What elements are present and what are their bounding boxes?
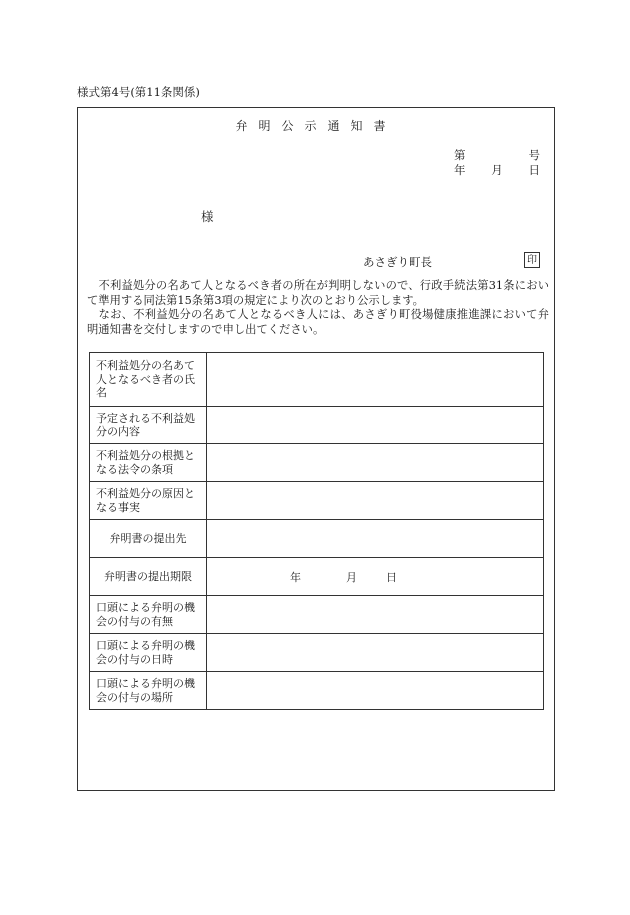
table-row bbox=[90, 520, 544, 558]
table-row bbox=[90, 482, 544, 520]
table-row bbox=[90, 407, 544, 444]
deadline-month: 月 bbox=[346, 570, 357, 584]
form-number-label: 様式第4号(第11条関係) bbox=[77, 85, 200, 99]
row-label: 弁明書の提出先 bbox=[90, 520, 207, 558]
row-label: 不利益処分の根拠となる法令の条項 bbox=[90, 444, 207, 482]
notice-paragraph-1: 不利益処分の名あて人となるべき者の所在が判明しないので、行政手続法第31条において準用する同法第15条第3項の規定により次のとおり公示します。 bbox=[87, 279, 549, 307]
row-label: 口頭による弁明の機会の付与の有無 bbox=[90, 596, 207, 634]
table-row bbox=[90, 672, 544, 710]
number-suffix: 号 bbox=[528, 148, 540, 162]
document-date-line bbox=[454, 162, 540, 178]
row-value bbox=[207, 520, 544, 558]
notice-details-table bbox=[89, 352, 544, 710]
row-value bbox=[207, 482, 544, 520]
row-value bbox=[207, 596, 544, 634]
table-row bbox=[90, 596, 544, 634]
row-value bbox=[207, 353, 544, 407]
row-label: 口頭による弁明の機会の付与の場所 bbox=[90, 672, 207, 710]
row-value bbox=[207, 634, 544, 672]
row-value bbox=[207, 444, 544, 482]
document-title: 弁明公示通知書 bbox=[235, 119, 397, 133]
row-value-date bbox=[207, 558, 544, 596]
number-prefix: 第 bbox=[454, 148, 466, 162]
row-label: 不利益処分の原因となる事実 bbox=[90, 482, 207, 520]
row-value bbox=[207, 672, 544, 710]
addressee-suffix: 様 bbox=[201, 209, 214, 224]
table-row bbox=[90, 634, 544, 672]
row-label: 不利益処分の名あて人となるべき者の氏名 bbox=[90, 353, 207, 407]
row-label: 予定される不利益処分の内容 bbox=[90, 407, 207, 444]
notice-body bbox=[87, 279, 549, 337]
row-value bbox=[207, 407, 544, 444]
date-day: 日 bbox=[528, 163, 540, 177]
seal-stamp-box: 印 bbox=[524, 252, 540, 268]
table-row bbox=[90, 558, 544, 596]
row-label: 弁明書の提出期限 bbox=[90, 558, 207, 596]
table-row bbox=[90, 444, 544, 482]
date-month: 月 bbox=[491, 163, 503, 177]
deadline-date bbox=[213, 569, 537, 585]
row-label: 口頭による弁明の機会の付与の日時 bbox=[90, 634, 207, 672]
deadline-day: 日 bbox=[386, 570, 397, 584]
notice-paragraph-2: なお、不利益処分の名あて人となるべき人には、あさぎり町役場健康推進課において弁明通知書を交付しますので申し出てください。 bbox=[87, 308, 549, 336]
issuer-name: あさぎり町長 bbox=[363, 255, 432, 269]
document-number-line bbox=[454, 147, 540, 163]
deadline-year: 年 bbox=[290, 570, 301, 584]
table-row bbox=[90, 353, 544, 407]
date-year: 年 bbox=[454, 163, 466, 177]
